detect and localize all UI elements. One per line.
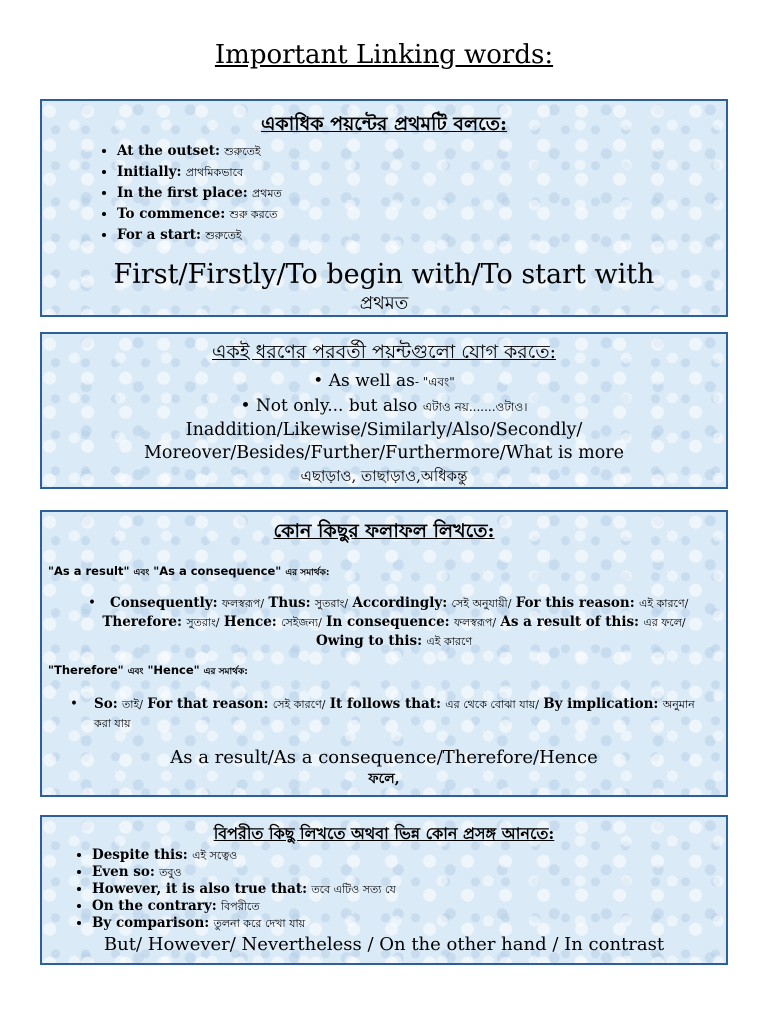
section-heading: বিপরীত কিছু লিখতে অথবা ভিন্ন কোন প্রসঙ্গ আনতে: — [213, 824, 555, 843]
summary-phrase: As a result/As a consequence/Therefore/Hence — [170, 747, 598, 768]
section-adding-points — [40, 332, 728, 489]
summary-phrase: Inaddition/Likewise/Similarly/Also/Secondly/ — [185, 420, 583, 440]
list-item: • As well as- "এবং" — [313, 371, 455, 391]
section-heading: একাধিক পয়ন্টের প্রথমটি বলতে: — [260, 113, 508, 135]
list-item: • However, it is also true that: তবে এটিও সত্য যে — [92, 881, 726, 898]
bullet-block: • Consequently: ফলস্বরূপ/ Thus: সুতরাং/ Accordingly: সেই অনুযায়ী/ For this reason: এই কারণে/ Therefore: সুতরাং/ Hence: সেইজন্য/ In consequence: ফলস্বরূপ/ As a result of this: এর ফলে/ Owing to this: এই কারণে — [88, 595, 689, 649]
bullet-block: • So: তাই/ For that reason: সেই কারণে/ It follows that: এর থেকে বোঝা যায়/ By implication: অনুমান করা যায় — [70, 696, 695, 730]
page-title: Important Linking words: — [214, 40, 554, 70]
list-item: • For a start: শুরুতেই — [117, 225, 726, 246]
summary-translation: প্রথমত — [359, 293, 409, 314]
synonym-label: "Therefore" এবং "Hence" এর সমার্থক: — [48, 663, 248, 677]
list-item: • By comparison: তুলনা করে দেখা যায় — [92, 915, 726, 932]
list-item: • To commence: শুরু করতে — [117, 204, 726, 225]
section-results — [40, 510, 728, 797]
summary-phrase: But/ However/ Nevertheless / On the other hand / In contrast — [103, 934, 665, 955]
list-item: • In the first place: প্রথমত — [117, 183, 726, 204]
list-item: • Initially: প্রাথমিকভাবে — [117, 162, 726, 183]
synonym-label: "As a result" এবং "As a consequence" এর সমার্থক: — [48, 564, 330, 578]
phrase-list — [42, 847, 726, 932]
section-contrast — [40, 815, 728, 965]
summary-phrase: Moreover/Besides/Further/Furthermore/What is more — [144, 443, 624, 463]
list-item: • At the outset: শুরুতেই — [117, 141, 726, 162]
list-item: • On the contrary: বিপরীতে — [92, 898, 726, 915]
summary-translation: ফলে, — [368, 771, 400, 787]
section-heading: একই ধরণের পরবর্তী পয়ন্টগুলো যোগ করতে: — [212, 341, 556, 363]
section-heading: কোন কিছুর ফলাফল লিখতে: — [273, 520, 495, 542]
summary-phrase: First/Firstly/To begin with/To start with — [113, 259, 655, 290]
list-item: • Even so: তবুও — [92, 864, 726, 881]
phrase-list — [42, 141, 726, 246]
list-item: • Not only... but also এটাও নয়.......ওটাও। — [240, 396, 528, 416]
section-first-point — [40, 99, 728, 317]
summary-translation: এছাড়াও, তাছাড়াও,অধিকন্তু — [300, 467, 468, 485]
list-item: • Despite this: এই সত্বেও — [92, 847, 726, 864]
